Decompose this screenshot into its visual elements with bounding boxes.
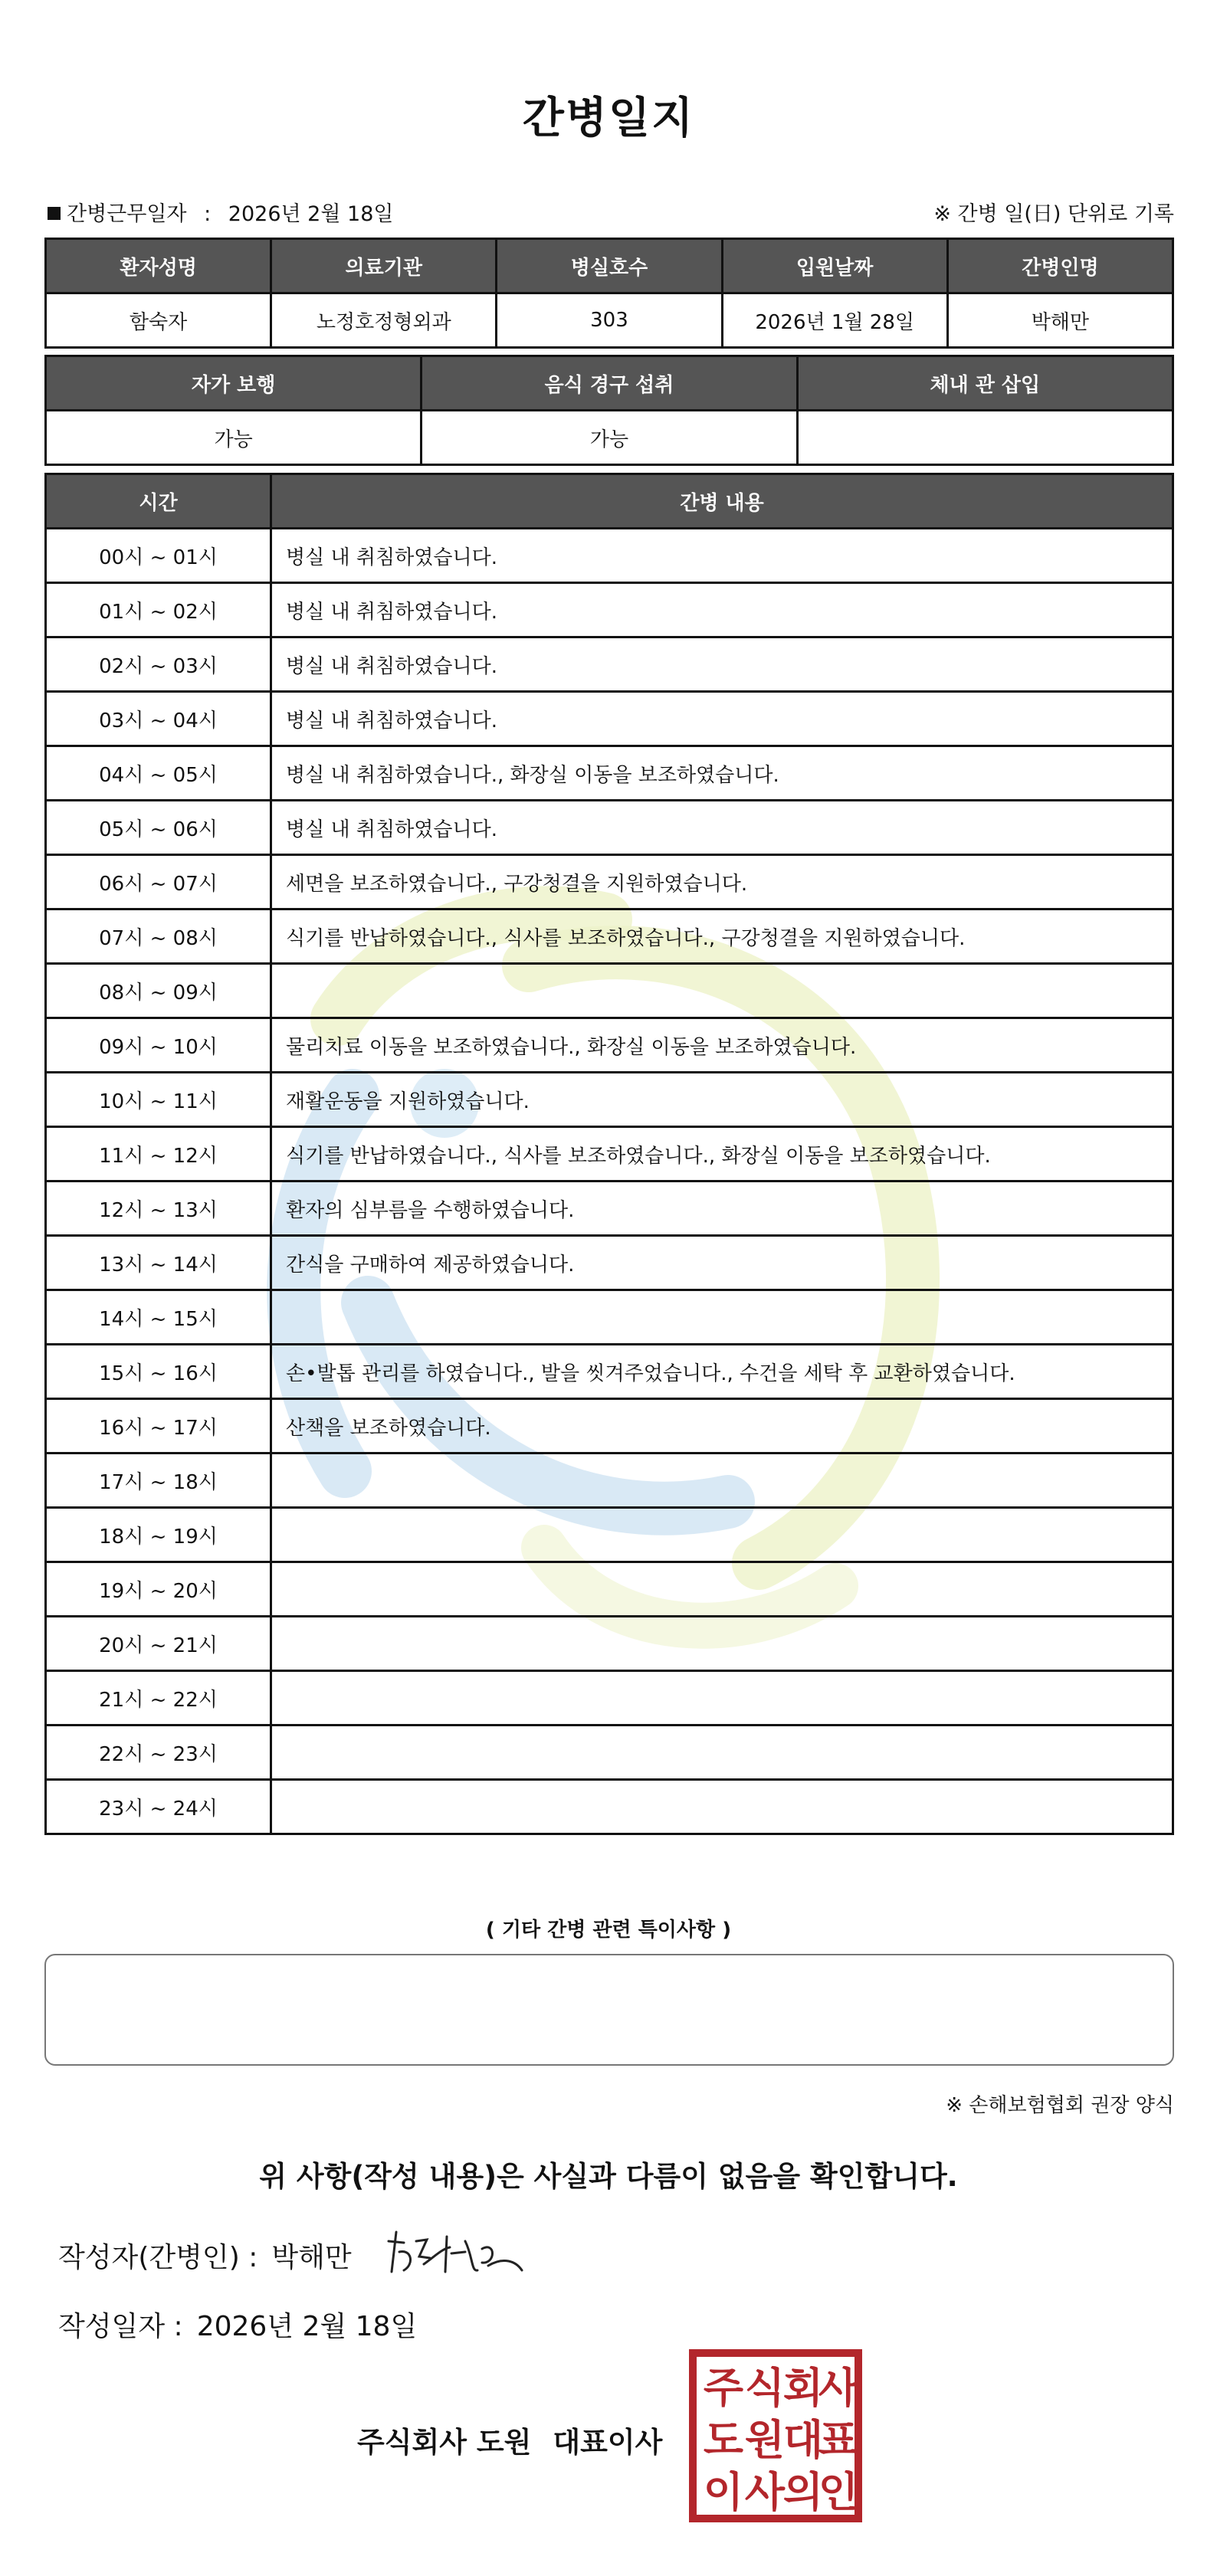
recommendation-note: ※ 손해보험협회 권장 양식 — [946, 2094, 1174, 2117]
table-row — [46, 1454, 1173, 1508]
table-row — [46, 746, 1173, 801]
care-content — [271, 964, 1173, 1018]
header-admission-date: 입원날짜 — [722, 239, 947, 293]
table-row — [46, 1127, 1173, 1181]
hospital-name: 노정호정형외과 — [271, 293, 497, 348]
write-date-label: 작성일자 : — [58, 2311, 183, 2342]
confirmation-statement: 위 사항(작성 내용)은 사실과 다름이 없음을 확인합니다. — [259, 2160, 958, 2193]
table-row — [46, 1780, 1173, 1834]
table-row — [46, 1181, 1173, 1236]
svg-text:인: 인 — [818, 2468, 859, 2516]
table-row — [46, 1073, 1173, 1127]
care-log-rows — [46, 529, 1173, 1834]
write-date-line — [58, 2305, 417, 2344]
record-unit-note: ※ 간병 일(日) 단위로 기록 — [933, 202, 1174, 226]
handwritten-signature — [381, 2226, 534, 2287]
care-content: 재활운동을 지원하였습니다. — [271, 1073, 1173, 1127]
svg-text:사: 사 — [744, 2468, 786, 2516]
care-content: 병실 내 취침하였습니다. — [271, 637, 1173, 692]
svg-text:원: 원 — [744, 2416, 786, 2464]
time-slot: 08시 ~ 09시 — [46, 964, 271, 1018]
self-walking-value: 가능 — [46, 411, 422, 465]
care-content: 세면을 보조하였습니다., 구강청결을 지원하였습니다. — [271, 855, 1173, 909]
header-room-number: 병실호수 — [497, 239, 722, 293]
care-content: 병실 내 취침하였습니다. — [271, 801, 1173, 855]
time-slot: 11시 ~ 12시 — [46, 1127, 271, 1181]
table-row — [46, 1726, 1173, 1780]
table-row — [46, 637, 1173, 692]
care-content — [271, 1508, 1173, 1562]
care-content — [271, 1671, 1173, 1726]
table-row — [46, 1290, 1173, 1345]
care-content: 식기를 반납하였습니다., 식사를 보조하였습니다., 화장실 이동을 보조하였습니다. — [271, 1127, 1173, 1181]
work-date-separator: : — [204, 202, 212, 226]
care-content: 물리치료 이동을 보조하였습니다., 화장실 이동을 보조하였습니다. — [271, 1018, 1173, 1073]
time-slot: 17시 ~ 18시 — [46, 1454, 271, 1508]
special-notes-label: ( 기타 간병 관련 특이사항 ) — [485, 1919, 732, 1942]
work-date-label: 간병근무일자 — [67, 202, 187, 226]
table-row — [46, 529, 1173, 583]
table-row — [46, 1345, 1173, 1399]
time-slot: 07시 ~ 08시 — [46, 909, 271, 964]
svg-text:대: 대 — [782, 2416, 824, 2464]
admission-date: 2026년 1월 28일 — [722, 293, 947, 348]
care-content — [271, 1562, 1173, 1617]
table-row — [46, 801, 1173, 855]
table-row — [46, 855, 1173, 909]
time-slot: 12시 ~ 13시 — [46, 1181, 271, 1236]
care-content: 병실 내 취침하였습니다. — [271, 583, 1173, 637]
table-row — [46, 692, 1173, 746]
table-row — [46, 964, 1173, 1018]
svg-text:식: 식 — [744, 2364, 786, 2412]
time-slot: 14시 ~ 15시 — [46, 1290, 271, 1345]
time-slot: 09시 ~ 10시 — [46, 1018, 271, 1073]
svg-text:표: 표 — [818, 2416, 859, 2464]
time-slot: 16시 ~ 17시 — [46, 1399, 271, 1454]
time-slot: 02시 ~ 03시 — [46, 637, 271, 692]
writer-name: 박해만 — [271, 2242, 352, 2273]
table-row — [46, 1508, 1173, 1562]
square-bullet-icon — [48, 207, 61, 220]
table-row — [46, 583, 1173, 637]
ceo-title: 대표이사 — [553, 2426, 663, 2459]
oral-intake-value: 가능 — [422, 411, 797, 465]
time-slot: 21시 ~ 22시 — [46, 1671, 271, 1726]
table-row — [46, 909, 1173, 964]
patient-info-table — [44, 238, 1174, 349]
table-row — [46, 1562, 1173, 1617]
care-content: 산책을 보조하였습니다. — [271, 1399, 1173, 1454]
time-slot: 15시 ~ 16시 — [46, 1345, 271, 1399]
time-slot: 19시 ~ 20시 — [46, 1562, 271, 1617]
table-row — [46, 1617, 1173, 1671]
writer-line — [58, 2236, 352, 2275]
care-content — [271, 1780, 1173, 1834]
care-content: 병실 내 취침하였습니다. — [271, 529, 1173, 583]
company-line — [357, 2419, 662, 2460]
table-row — [46, 1236, 1173, 1290]
svg-text:사: 사 — [818, 2364, 859, 2412]
care-content: 식기를 반납하였습니다., 식사를 보조하였습니다., 구강청결을 지원하였습니다. — [271, 909, 1173, 964]
time-slot: 18시 ~ 19시 — [46, 1508, 271, 1562]
time-slot: 03시 ~ 04시 — [46, 692, 271, 746]
time-slot: 22시 ~ 23시 — [46, 1726, 271, 1780]
care-content: 손•발톱 관리를 하였습니다., 발을 씻겨주었습니다., 수건을 세탁 후 교환하였습니다. — [271, 1345, 1173, 1399]
table-row — [46, 1399, 1173, 1454]
svg-text:주: 주 — [703, 2364, 744, 2412]
write-date-value: 2026년 2월 18일 — [196, 2311, 418, 2342]
care-content: 간식을 구매하여 제공하였습니다. — [271, 1236, 1173, 1290]
time-slot: 13시 ~ 14시 — [46, 1236, 271, 1290]
document-title: 간병일지 — [522, 93, 695, 143]
care-log-table — [44, 473, 1174, 1835]
company-seal-stamp — [688, 2348, 863, 2523]
care-content: 병실 내 취침하였습니다., 화장실 이동을 보조하였습니다. — [271, 746, 1173, 801]
care-content — [271, 1726, 1173, 1780]
header-time: 시간 — [46, 474, 271, 529]
header-tube-insertion: 체내 관 삽입 — [797, 356, 1173, 411]
writer-label: 작성자(간병인) : — [58, 2242, 258, 2273]
svg-text:회: 회 — [782, 2364, 824, 2412]
time-slot: 20시 ~ 21시 — [46, 1617, 271, 1671]
header-patient-name: 환자성명 — [46, 239, 271, 293]
header-caregiver-name: 간병인명 — [947, 239, 1173, 293]
table-row — [46, 1018, 1173, 1073]
svg-text:도: 도 — [703, 2416, 744, 2464]
room-number: 303 — [497, 293, 722, 348]
table-row — [46, 1671, 1173, 1726]
svg-text:이: 이 — [703, 2468, 744, 2516]
care-content: 환자의 심부름을 수행하였습니다. — [271, 1181, 1173, 1236]
header-care-content: 간병 내용 — [271, 474, 1173, 529]
care-content — [271, 1454, 1173, 1508]
time-slot: 00시 ~ 01시 — [46, 529, 271, 583]
work-date-line — [48, 197, 393, 227]
time-slot: 04시 ~ 05시 — [46, 746, 271, 801]
care-content — [271, 1290, 1173, 1345]
care-content — [271, 1617, 1173, 1671]
tube-insertion-value — [797, 411, 1173, 465]
patient-name: 함숙자 — [46, 293, 271, 348]
time-slot: 06시 ~ 07시 — [46, 855, 271, 909]
time-slot: 10시 ~ 11시 — [46, 1073, 271, 1127]
care-content: 병실 내 취침하였습니다. — [271, 692, 1173, 746]
header-self-walking: 자가 보행 — [46, 356, 422, 411]
patient-status-table — [44, 355, 1174, 466]
header-oral-intake: 음식 경구 섭취 — [422, 356, 797, 411]
svg-text:의: 의 — [782, 2468, 824, 2516]
work-date-value: 2026년 2월 18일 — [228, 202, 394, 226]
time-slot: 23시 ~ 24시 — [46, 1780, 271, 1834]
time-slot: 05시 ~ 06시 — [46, 801, 271, 855]
caregiver-name: 박해만 — [947, 293, 1173, 348]
special-notes-box — [44, 1954, 1174, 2066]
company-name: 주식회사 도원 — [357, 2426, 532, 2459]
header-hospital: 의료기관 — [271, 239, 497, 293]
time-slot: 01시 ~ 02시 — [46, 583, 271, 637]
